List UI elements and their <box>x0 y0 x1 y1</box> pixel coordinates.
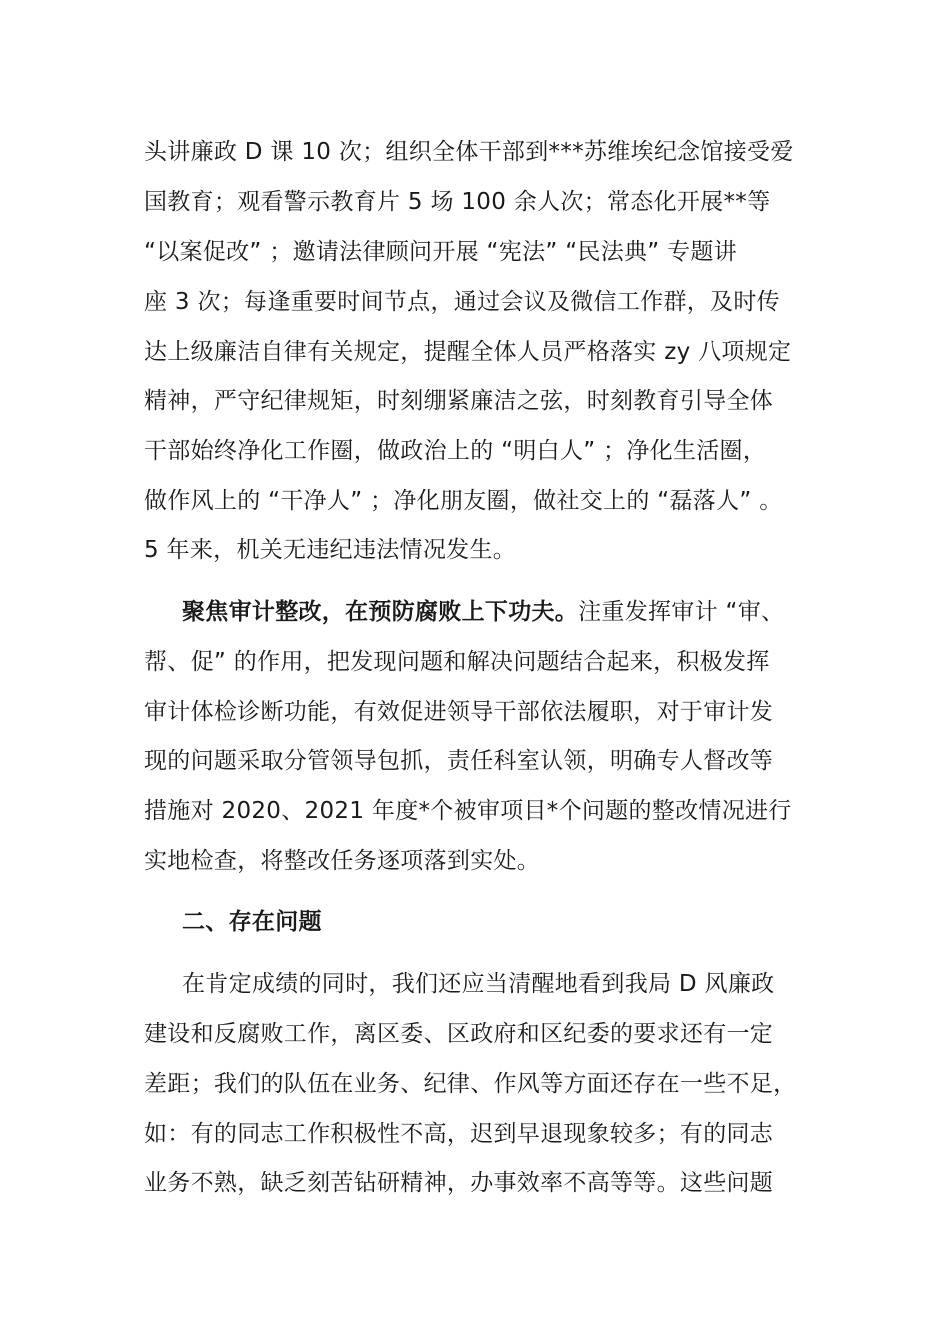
body-line: 如：有的同志工作积极性不高，迟到早退现象较多；有的同志 <box>144 1121 774 1147</box>
body-line: 达上级廉洁自律有关规定，提醒全体人员严格落实 zy 八项规定 <box>144 339 792 365</box>
body-line: 差距；我们的队伍在业务、纪律、作风等方面还存在一些不足， <box>144 1071 797 1097</box>
body-line: 建设和反腐败工作，离区委、区政府和区纪委的要求还有一定 <box>144 1021 774 1047</box>
body-line: “以案促改” ；邀请法律顾问开展 “宪法” “民法典” 专题讲 <box>144 239 738 265</box>
body-line: 帮、促” 的作用，把发现问题和解决问题结合起来，积极发挥 <box>144 649 770 675</box>
body-line: 5 年来，机关无违纪违法情况发生。 <box>144 537 517 563</box>
body-line: 措施对 2020、2021 年度*个被审项目*个问题的整改情况进行 <box>144 798 792 824</box>
body-line: 精神，严守纪律规矩，时刻绷紧廉洁之弦，时刻教育引导全体 <box>144 388 774 414</box>
body-line: 国教育；观看警示教育片 5 场 100 余人次；常态化开展**等 <box>144 189 771 215</box>
body-line: 实地检查，将整改任务逐项落到实处。 <box>144 848 541 874</box>
body-line: 座 3 次；每逢重要时间节点，通过会议及微信工作群，及时传 <box>144 289 780 315</box>
body-line: 现的问题采取分管领导包抓，责任科室认领，明确专人督改等 <box>144 748 774 774</box>
body-line: 头讲廉政 D 课 10 次；组织全体干部到***苏维埃纪念馆接受爱 <box>144 139 794 165</box>
body-line: 审计体检诊断功能，有效促进领导干部依法履职，对于审计发 <box>144 699 774 725</box>
body-line: 业务不熟，缺乏刻苦钻研精神，办事效率不高等等。这些问题 <box>144 1170 774 1196</box>
body-line: 干部始终净化工作圈，做政治上的 “明白人” ；净化生活圈， <box>144 438 767 464</box>
body-line: 在肯定成绩的同时，我们还应当清醒地看到我局 D 风廉政 <box>182 971 775 997</box>
paragraph-first-line <box>182 597 784 627</box>
bold-lead-phrase: 聚焦审计整改，在预防腐败上下功夫。 <box>182 599 579 625</box>
lead-rest: 注重发挥审计 “审、 <box>578 599 785 625</box>
section-heading: 二、存在问题 <box>182 909 322 935</box>
body-line: 做作风上的 “干净人” ；净化朋友圈，做社交上的 “磊落人” 。 <box>144 488 783 514</box>
